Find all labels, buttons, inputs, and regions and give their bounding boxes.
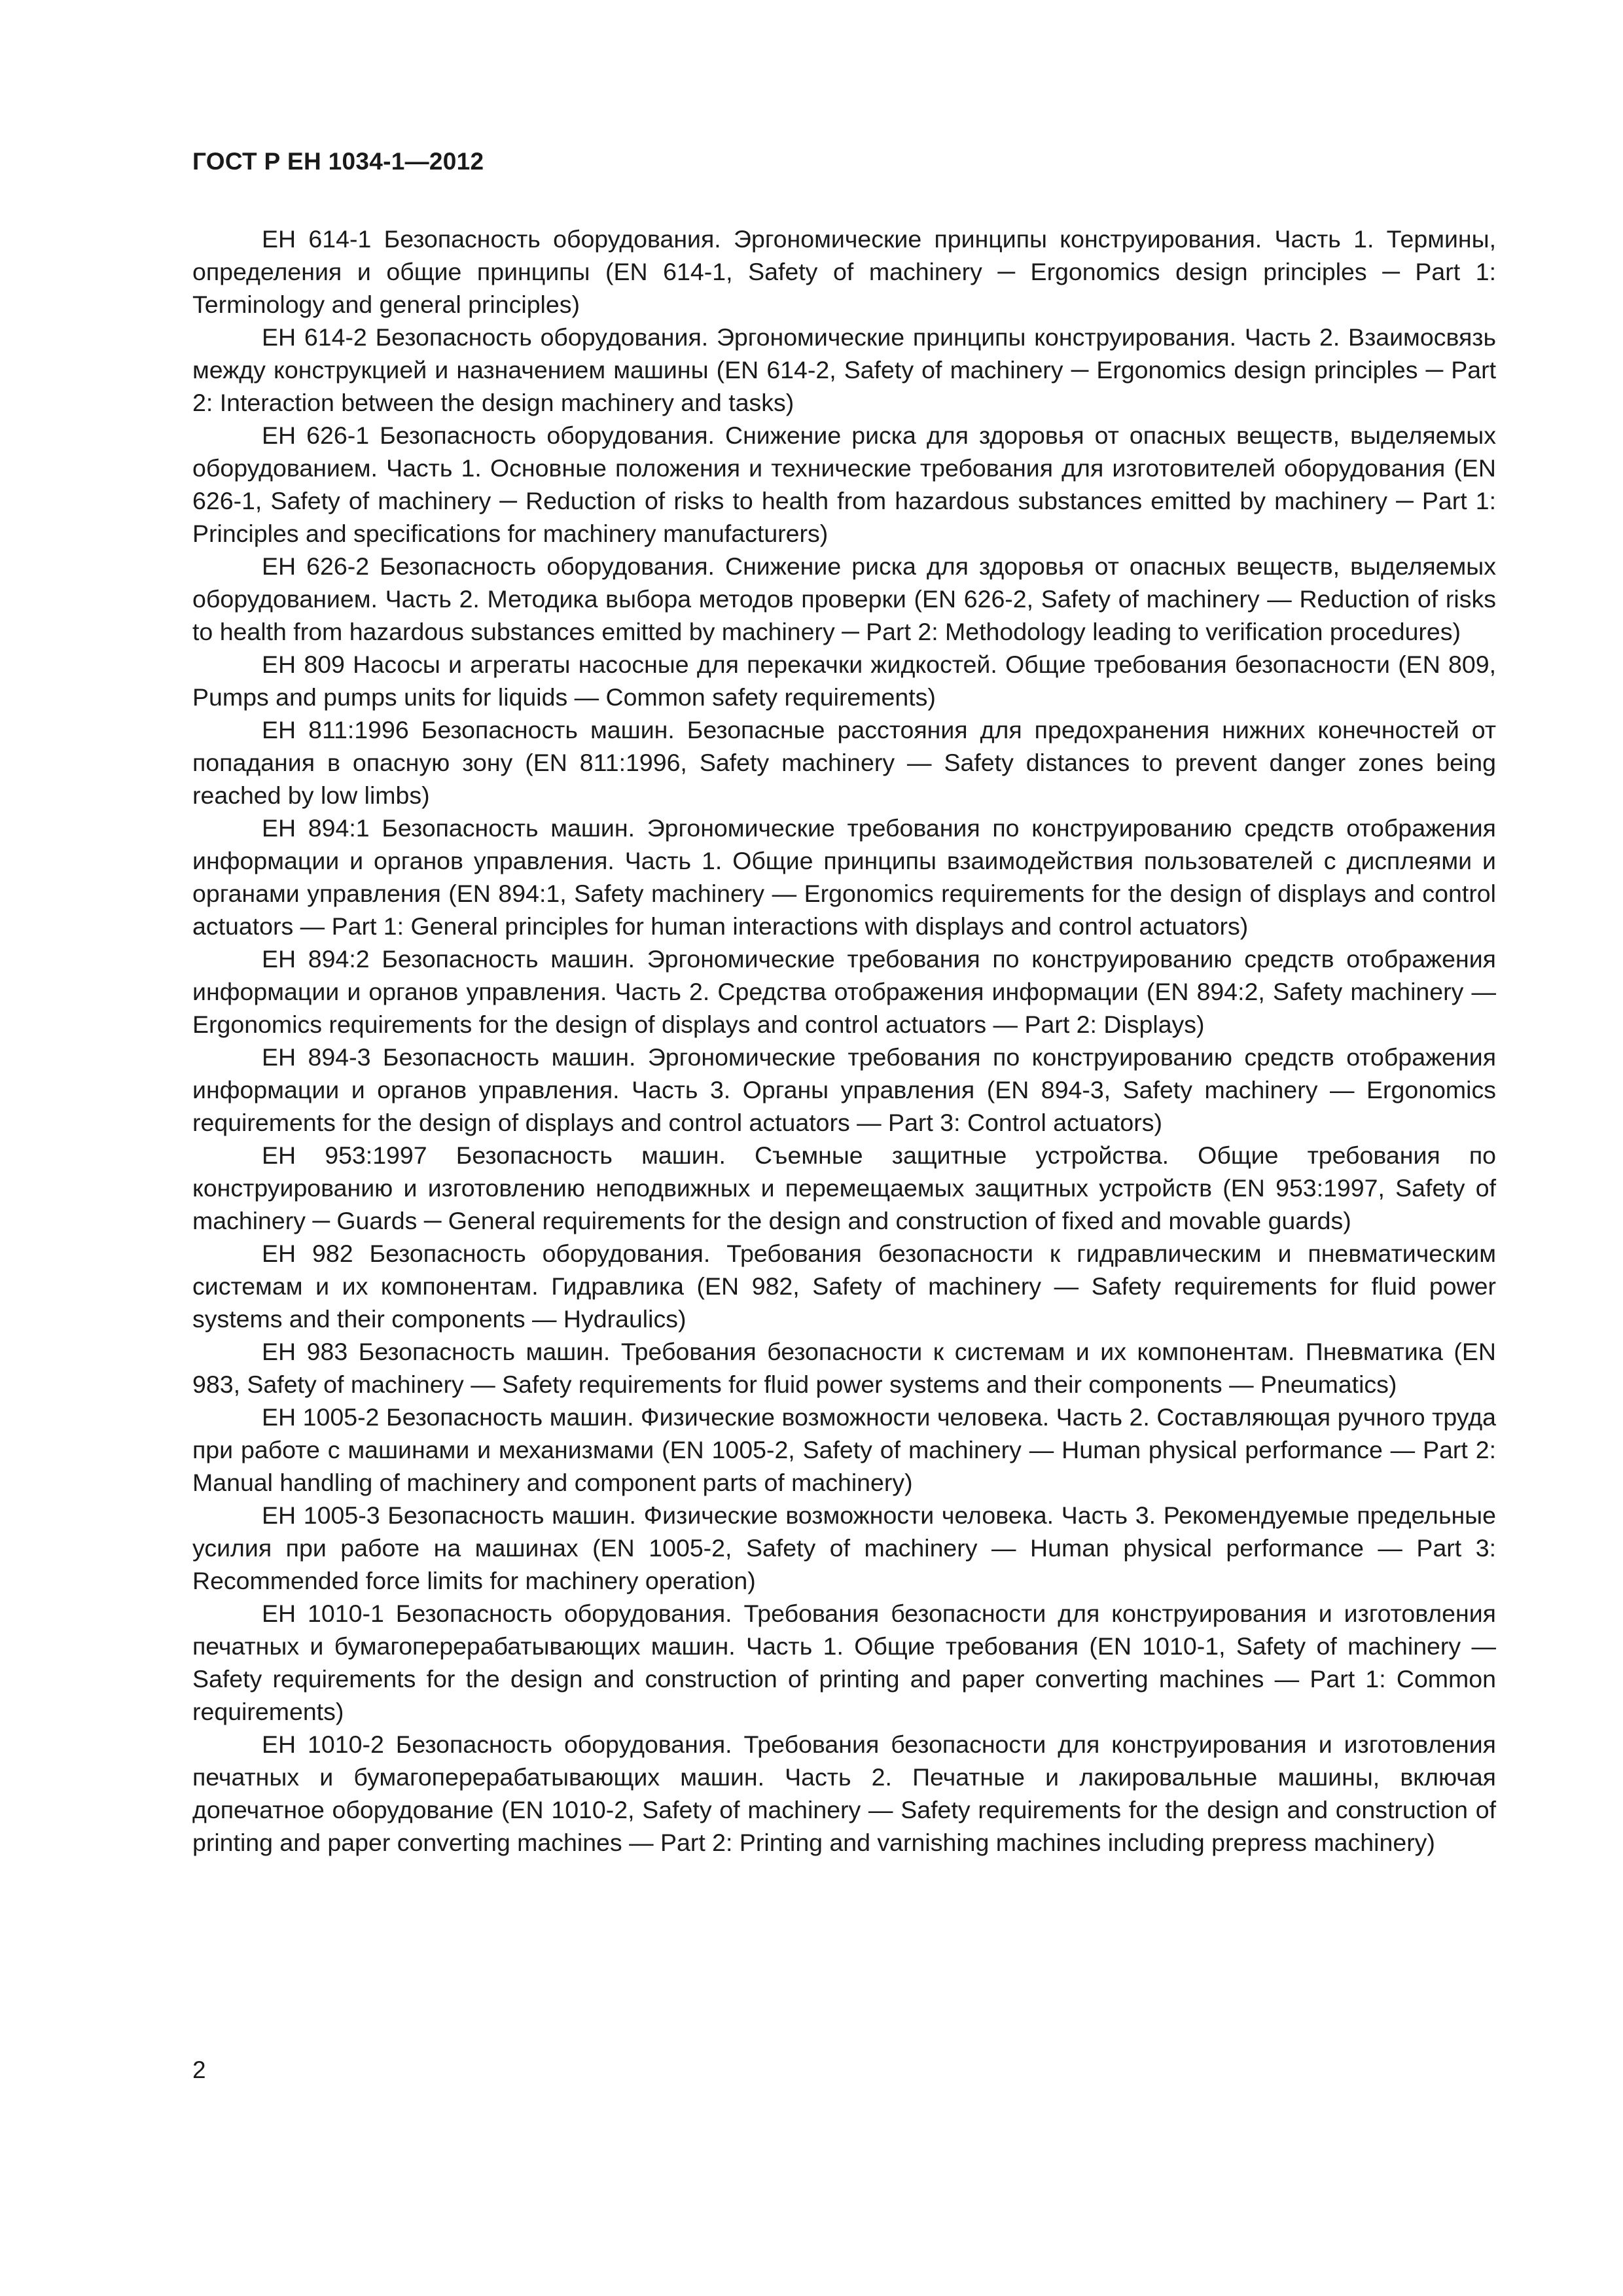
reference-entry: ЕН 894:1 Безопасность машин. Эргономические требования по конструированию средств отображения информации и органов управления. Часть 1. Общие принципы взаимодействия пользователей с дисплеями и органами управления (EN 894:1, Safety machinery — Ergonomics requirements for the design of displays and control actuators — Part 1: General principles for human interactions with displays and control actuators) [192,814,1496,940]
reference-entry: ЕН 1005-3 Безопасность машин. Физические возможности человека. Часть 3. Рекомендуемые предельные усилия при работе на машинах (EN 1005-2, Safety of machinery — Human physical performance — Part 3: Recommended force limits for machinery operation) [192,1501,1496,1594]
reference-entry: ЕН 894:2 Безопасность машин. Эргономические требования по конструированию средств отображения информации и органов управления. Часть 2. Средства отображения информации (EN 894:2, Safety machinery — Ergonomics requirements for the design of displays and control actuators — Part 2: Displays) [192,945,1496,1038]
document-header-title: ГОСТ Р ЕН 1034-1—2012 [192,148,484,175]
reference-entry: ЕН 811:1996 Безопасность машин. Безопасные расстояния для предохранения нижних конечностей от попадания в опасную зону (EN 811:1996, Safety machinery — Safety distances to prevent danger zones being reached by low limbs) [192,716,1496,809]
reference-entry: ЕН 894-3 Безопасность машин. Эргономические требования по конструированию средств отображения информации и органов управления. Часть 3. Органы управления (EN 894-3, Safety machinery — Ergonomics requirements for the design of displays and control actuators — Part 3: Control actuators) [192,1043,1496,1136]
reference-entry: ЕН 983 Безопасность машин. Требования безопасности к системам и их компонентам. Пневматика (EN 983, Safety of machinery — Safety requirements for fluid power systems and their components — Pneumatics) [192,1338,1496,1398]
reference-entry: ЕН 809 Насосы и агрегаты насосные для перекачки жидкостей. Общие требования безопасности (EN 809, Pumps and pumps units for liquids — Common safety requirements) [192,651,1496,711]
document-body [192,223,1496,1859]
reference-entry: ЕН 614-2 Безопасность оборудования. Эргономические принципы конструирования. Часть 2. Взаимосвязь между конструкцией и назначением машины (EN 614-2, Safety of machinery ─ Ergonomics design principles ─ Part 2: Interaction between the design machinery and tasks) [192,323,1496,416]
page-number: 2 [192,2056,206,2083]
reference-entry: ЕН 626-1 Безопасность оборудования. Снижение риска для здоровья от опасных веществ, выделяемых оборудованием. Часть 1. Основные положения и технические требования для изготовителей оборудования (EN 626-1, Safety of machinery ─ Reduction of risks to health from hazardous substances emitted by machinery ─ Part 1: Principles and specifications for machinery manufacturers) [192,422,1496,547]
reference-entry: ЕН 614-1 Безопасность оборудования. Эргономические принципы конструирования. Часть 1. Термины, определения и общие принципы (EN 614-1, Safety of machinery ─ Ergonomics design principles ─ Part 1: Terminology and general principles) [192,225,1496,318]
reference-entry: ЕН 1010-2 Безопасность оборудования. Требования безопасности для конструирования и изготовления печатных и бумагоперерабатывающих машин. Часть 2. Печатные и лакировальные машины, включая допечатное оборудование (EN 1010-2, Safety of machinery — Safety requirements for the design and construction of printing and paper converting machines — Part 2: Printing and varnishing machines including prepress machinery) [192,1731,1496,1856]
reference-entry: ЕН 1010-1 Безопасность оборудования. Требования безопасности для конструирования и изготовления печатных и бумагоперерабатывающих машин. Часть 1. Общие требования (EN 1010-1, Safety of machinery — Safety requirements for the design and construction of printing and paper converting machines — Part 1: Common requirements) [192,1600,1496,1725]
reference-entry: ЕН 1005-2 Безопасность машин. Физические возможности человека. Часть 2. Составляющая ручного труда при работе с машинами и механизмами (EN 1005-2, Safety of machinery — Human physical performance — Part 2: Manual handling of machinery and component parts of machinery) [192,1403,1496,1496]
reference-entry: ЕН 626-2 Безопасность оборудования. Снижение риска для здоровья от опасных веществ, выделяемых оборудованием. Часть 2. Методика выбора методов проверки (EN 626-2, Safety of machinery — Reduction of risks to health from hazardous substances emitted by machinery ─ Part 2: Methodology leading to verification procedures) [192,552,1496,645]
reference-entry: ЕН 982 Безопасность оборудования. Требования безопасности к гидравлическим и пневматическим системам и их компонентам. Гидравлика (EN 982, Safety of machinery — Safety requirements for fluid power systems and their components — Hydraulics) [192,1240,1496,1333]
reference-entry: ЕН 953:1997 Безопасность машин. Съемные защитные устройства. Общие требования по конструированию и изготовлению неподвижных и перемещаемых защитных устройств (EN 953:1997, Safety of machinery ─ Guards ─ General requirements for the design and construction of fixed and movable guards) [192,1141,1496,1234]
